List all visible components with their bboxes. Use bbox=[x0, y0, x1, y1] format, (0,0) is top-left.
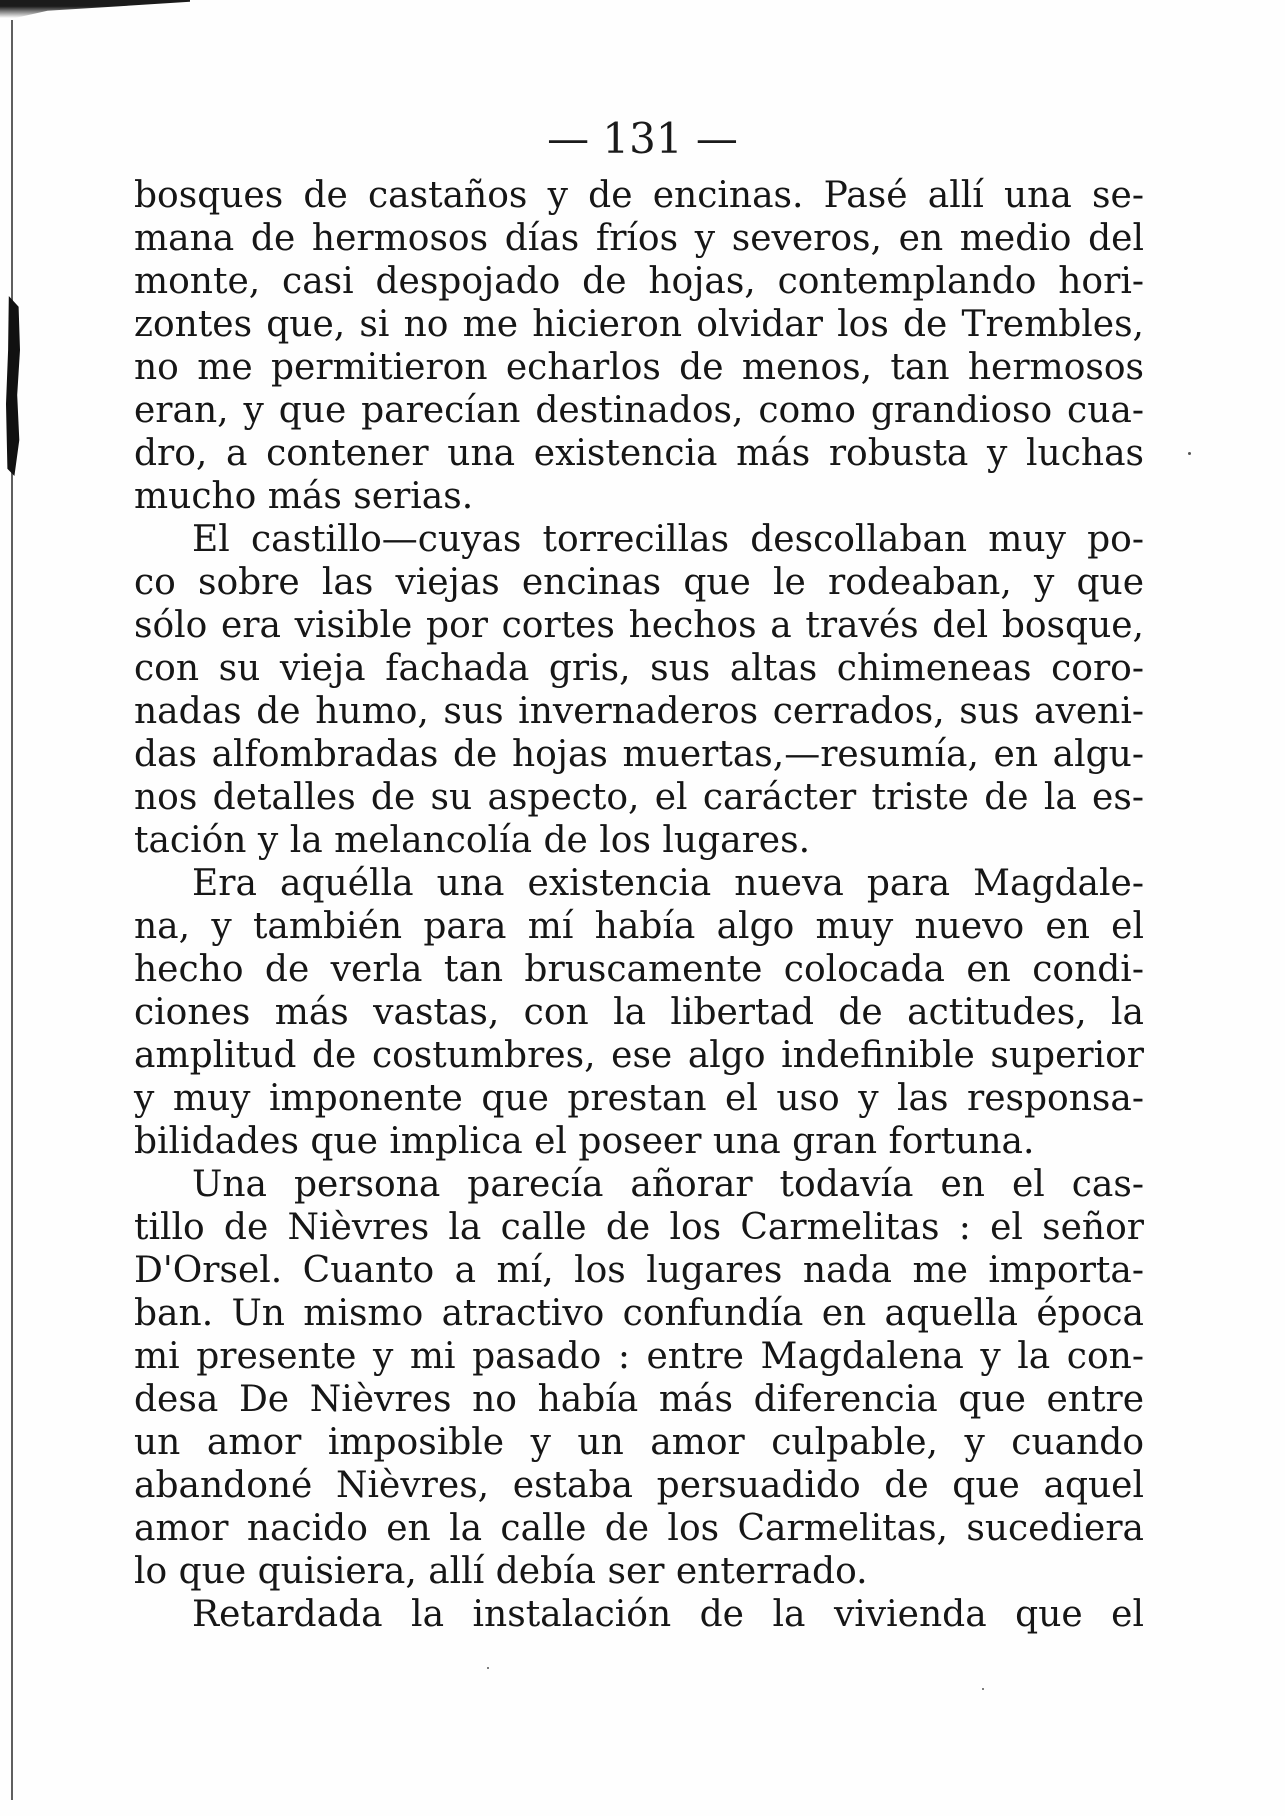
text-line: tación y la melancolía de los lugares. bbox=[134, 820, 811, 861]
text-line: na, y también para mí había algo muy nuevo en el bbox=[134, 906, 1144, 947]
text-line: no me permitieron echarlos de menos, tan hermosos bbox=[134, 347, 1144, 388]
paragraph-start-line: Retardada la instalación de la vivienda que el bbox=[192, 1594, 1144, 1635]
text-line: desa De Nièvres no había más diferencia que entre bbox=[134, 1379, 1144, 1420]
text-line: bosques de castaños y de encinas. Pasé allí una se- bbox=[134, 175, 1144, 216]
text-line: eran, y que parecían destinados, como grandioso cua- bbox=[134, 390, 1144, 431]
page-number: — 131 — bbox=[547, 114, 738, 163]
text-line: hecho de verla tan bruscamente colocada en condi- bbox=[134, 949, 1144, 990]
paragraph-start-line: Una persona parecía añorar todavía en el cas- bbox=[192, 1164, 1144, 1205]
text-line: lo que quisiera, allí debía ser enterrado. bbox=[134, 1551, 868, 1592]
binding-edge bbox=[0, 0, 30, 1816]
text-line: ciones más vastas, con la libertad de actitudes, la bbox=[134, 992, 1144, 1033]
text-line: sólo era visible por cortes hechos a través del bosque, bbox=[134, 605, 1144, 646]
text-line: bilidades que implica el poseer una gran fortuna. bbox=[134, 1121, 1035, 1162]
text-line: ban. Un mismo atractivo confundía en aquella época bbox=[134, 1293, 1144, 1334]
text-line: amor nacido en la calle de los Carmelitas, sucediera bbox=[134, 1508, 1144, 1549]
text-line: nadas de humo, sus invernaderos cerrados, sus aveni- bbox=[134, 691, 1144, 732]
paragraph-start-line: El castillo—cuyas torrecillas descollaban muy po- bbox=[192, 519, 1144, 560]
text-line: D'Orsel. Cuanto a mí, los lugares nada me importa- bbox=[134, 1250, 1144, 1291]
text-line: das alfombradas de hojas muertas,—resumía, en algu- bbox=[134, 734, 1144, 775]
scan-shadow-corner bbox=[0, 0, 190, 18]
text-line: co sobre las viejas encinas que le rodeaban, y que bbox=[134, 562, 1144, 603]
binding-blot bbox=[6, 296, 20, 476]
text-line: mana de hermosos días fríos y severos, en medio del bbox=[134, 218, 1144, 259]
text-line: amplitud de costumbres, ese algo indefinible superior bbox=[134, 1035, 1144, 1076]
body-text bbox=[134, 174, 1144, 1636]
text-line: abandoné Nièvres, estaba persuadido de que aquel bbox=[134, 1465, 1144, 1506]
text-line: nos detalles de su aspecto, el carácter triste de la es- bbox=[134, 777, 1144, 818]
text-line: monte, casi despojado de hojas, contemplando hori- bbox=[134, 261, 1144, 302]
text-line: y muy imponente que prestan el uso y las responsa- bbox=[134, 1078, 1144, 1119]
text-line: dro, a contener una existencia más robusta y luchas bbox=[134, 433, 1144, 474]
paper-speck bbox=[1188, 452, 1191, 455]
text-line: zontes que, si no me hicieron olvidar los de Trembles, bbox=[134, 304, 1144, 345]
binding-rule bbox=[11, 20, 13, 1800]
text-line: un amor imposible y un amor culpable, y cuando bbox=[134, 1422, 1144, 1463]
text-line: mi presente y mi pasado : entre Magdalena y la con- bbox=[134, 1336, 1144, 1377]
paper-speck bbox=[982, 1688, 984, 1690]
text-line: tillo de Nièvres la calle de los Carmelitas : el señor bbox=[134, 1207, 1144, 1248]
text-line: con su vieja fachada gris, sus altas chimeneas coro- bbox=[134, 648, 1144, 689]
text-line: mucho más serias. bbox=[134, 476, 474, 517]
paper-speck bbox=[487, 1667, 489, 1669]
paragraph-start-line: Era aquélla una existencia nueva para Magdale- bbox=[192, 863, 1144, 904]
